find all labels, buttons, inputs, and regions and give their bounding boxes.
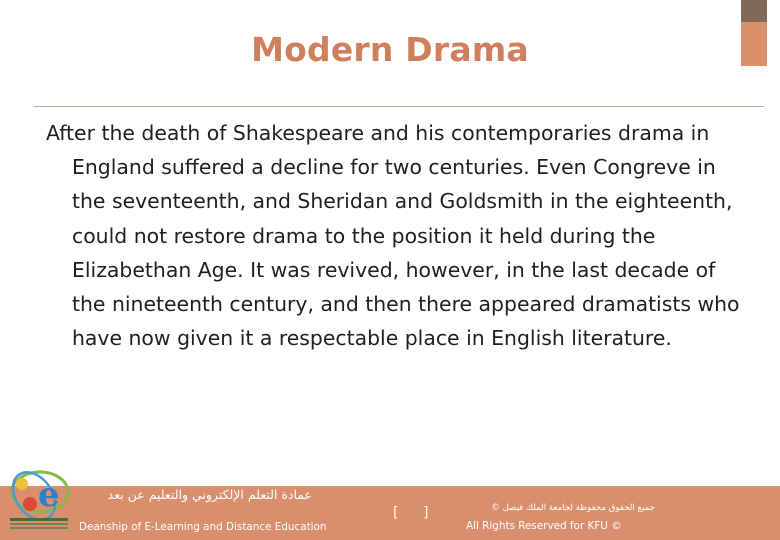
page-number-open-bracket: [ — [393, 505, 399, 521]
deanship-arabic-name: عمادة التعلم الإلكتروني والتعليم عن بعد — [107, 487, 312, 502]
slide-title: Modern Drama — [251, 30, 529, 69]
title-divider — [34, 106, 764, 107]
rights-arabic: جميع الحقوق محفوظة لجامعة الملك فيصل © — [491, 503, 655, 513]
deanship-english-name: Deanship of E-Learning and Distance Education — [79, 521, 327, 533]
page-number-close-bracket: ] — [423, 505, 429, 521]
corner-accent-top — [741, 0, 767, 22]
slide-body-paragraph: After the death of Shakespeare and his contemporaries drama in England suffered a decline for two centuries. Even Congreve in the seventeenth, and Sheridan and Goldsmith in the eighteenth, could not restore drama to the position it held during the Elizabethan Age. It was revived, however, in the last decade of the nineteenth century, and then there appeared dramatists who have now given it a respectable place in English literature. — [46, 121, 740, 351]
e-learning-logo-icon — [4, 462, 74, 538]
rights-english: All Rights Reserved for KFU © — [466, 520, 622, 532]
svg-text:e: e — [38, 475, 60, 515]
